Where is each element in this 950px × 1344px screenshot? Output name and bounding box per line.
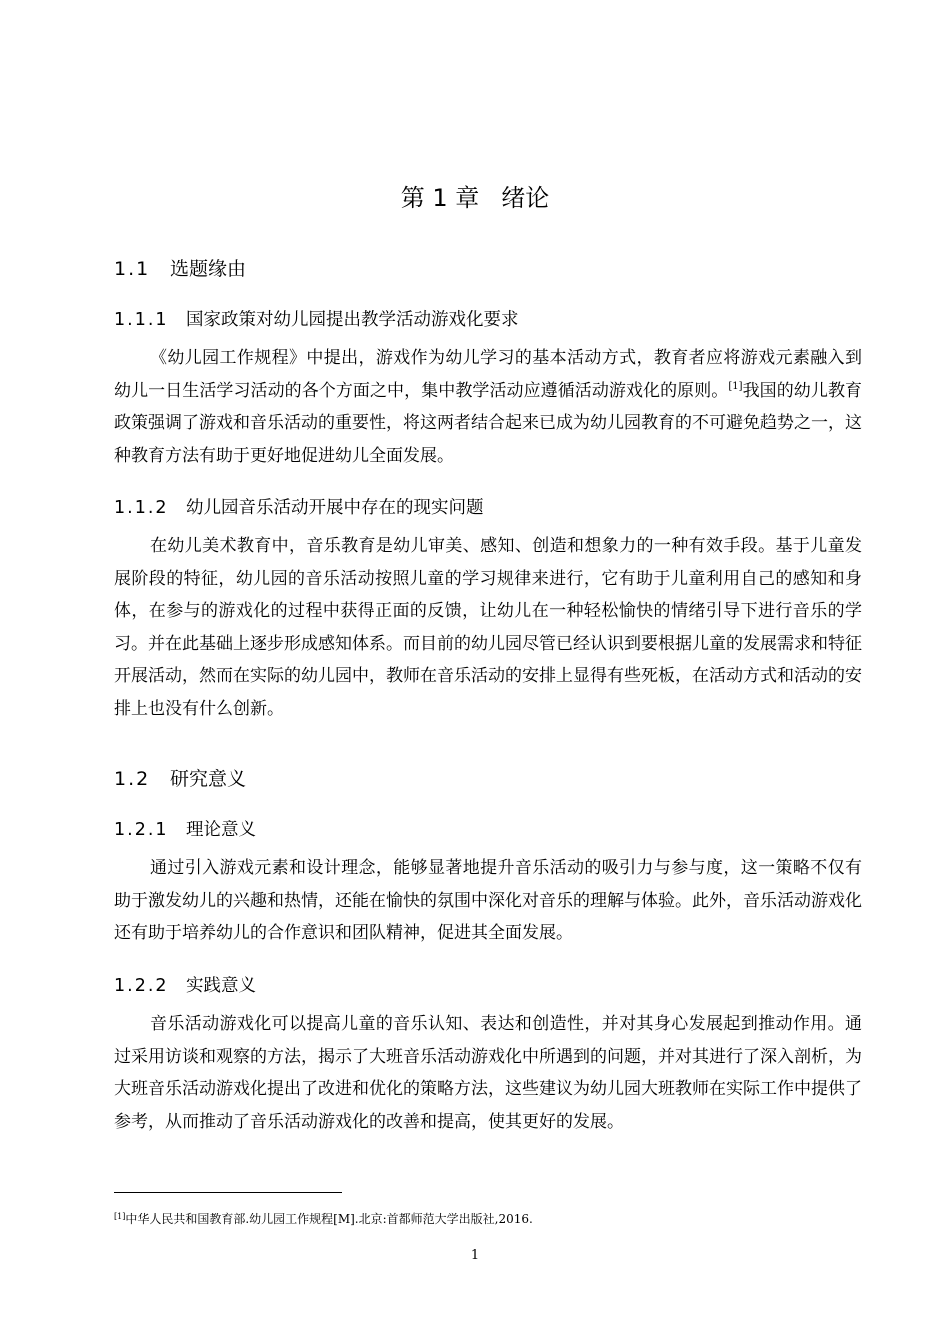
subsection-heading-1-2-1 — [114, 816, 256, 841]
section-title: 选题缘由 — [170, 258, 247, 280]
footnote-text: 中华人民共和国教育部.幼儿园工作规程[M].北京:首都师范大学出版社,2016. — [125, 1212, 533, 1226]
chapter-name: 绪论 — [501, 184, 550, 212]
paragraph-practice: 音乐活动游戏化可以提高儿童的音乐认知、表达和创造性，并对其身心发展起到推动作用。通过采用访谈和观察的方法，揭示了大班音乐活动游戏化中所遇到的问题，并对其进行了深入剖析，为大班音乐活动游戏化提出了改进和优化的策略方法，这些建议为幼儿园大班教师在实际工作中提供了参考，从而推动了音乐活动游戏化的改善和提高，使其更好的发展。 — [114, 1014, 862, 1132]
subsection-number: 1.2.2 — [114, 976, 169, 996]
subsection-heading-1-1-2 — [114, 494, 484, 519]
section-heading-1-1 — [114, 254, 246, 281]
paragraph-text: 《幼儿园工作规程》中提出，游戏作为幼儿学习的基本活动方式，教育者应将游戏元素融入到幼儿一日生活学习活动的各个方面之中，集中教学活动应遵循活动游戏化的原则。 — [114, 348, 862, 401]
paragraph-theory: 通过引入游戏元素和设计理念，能够显著地提升音乐活动的吸引力与参与度，这一策略不仅有助于激发幼儿的兴趣和热情，还能在愉快的氛围中深化对音乐的理解与体验。此外，音乐活动游戏化还有助于培养幼儿的合作意识和团队精神，促进其全面发展。 — [114, 858, 862, 944]
footnote-separator — [114, 1192, 342, 1193]
paragraph-problems: 在幼儿美术教育中，音乐教育是幼儿审美、感知、创造和想象力的一种有效手段。基于儿童发展阶段的特征，幼儿园的音乐活动按照儿童的学习规律来进行，它有助于儿童利用自己的感知和身体，在参与的游戏化的过程中获得正面的反馈，让幼儿在一种轻松愉快的情绪引导下进行音乐的学习。并在此基础上逐步形成感知体系。而目前的幼儿园尽管已经认识到要根据儿童的发展需求和特征开展活动，然而在实际的幼儿园中，教师在音乐活动的安排上显得有些死板，在活动方式和活动的安排上也没有什么创新。 — [114, 536, 862, 719]
section-title: 研究意义 — [170, 768, 247, 790]
subsection-number: 1.1.1 — [114, 310, 169, 330]
paragraph-policy — [114, 342, 862, 472]
page-number: 1 — [470, 1248, 480, 1263]
subsection-number: 1.1.2 — [114, 498, 169, 518]
citation-mark: [1] — [728, 380, 743, 392]
chapter-number: 第 1 章 — [400, 184, 480, 212]
section-number: 1.1 — [114, 258, 151, 280]
subsection-title: 幼儿园音乐活动开展中存在的现实问题 — [186, 498, 484, 518]
subsection-title: 国家政策对幼儿园提出教学活动游戏化要求 — [186, 310, 519, 330]
footnote-mark: [1] — [114, 1212, 126, 1221]
section-number: 1.2 — [114, 768, 151, 790]
subsection-title: 理论意义 — [186, 820, 256, 840]
subsection-title: 实践意义 — [186, 976, 256, 996]
subsection-number: 1.2.1 — [114, 820, 169, 840]
footnote — [114, 1210, 533, 1227]
subsection-heading-1-1-1 — [114, 306, 519, 331]
subsection-heading-1-2-2 — [114, 972, 256, 997]
paragraph-text: 我国的幼儿教育政策强调了游戏和音乐活动的重要性，将这两者结合起来已成为幼儿园教育的不可避免趋势之一，这种教育方法有助于更好地促进幼儿全面发展。 — [114, 380, 863, 466]
chapter-title — [0, 178, 950, 213]
section-heading-1-2 — [114, 764, 246, 791]
